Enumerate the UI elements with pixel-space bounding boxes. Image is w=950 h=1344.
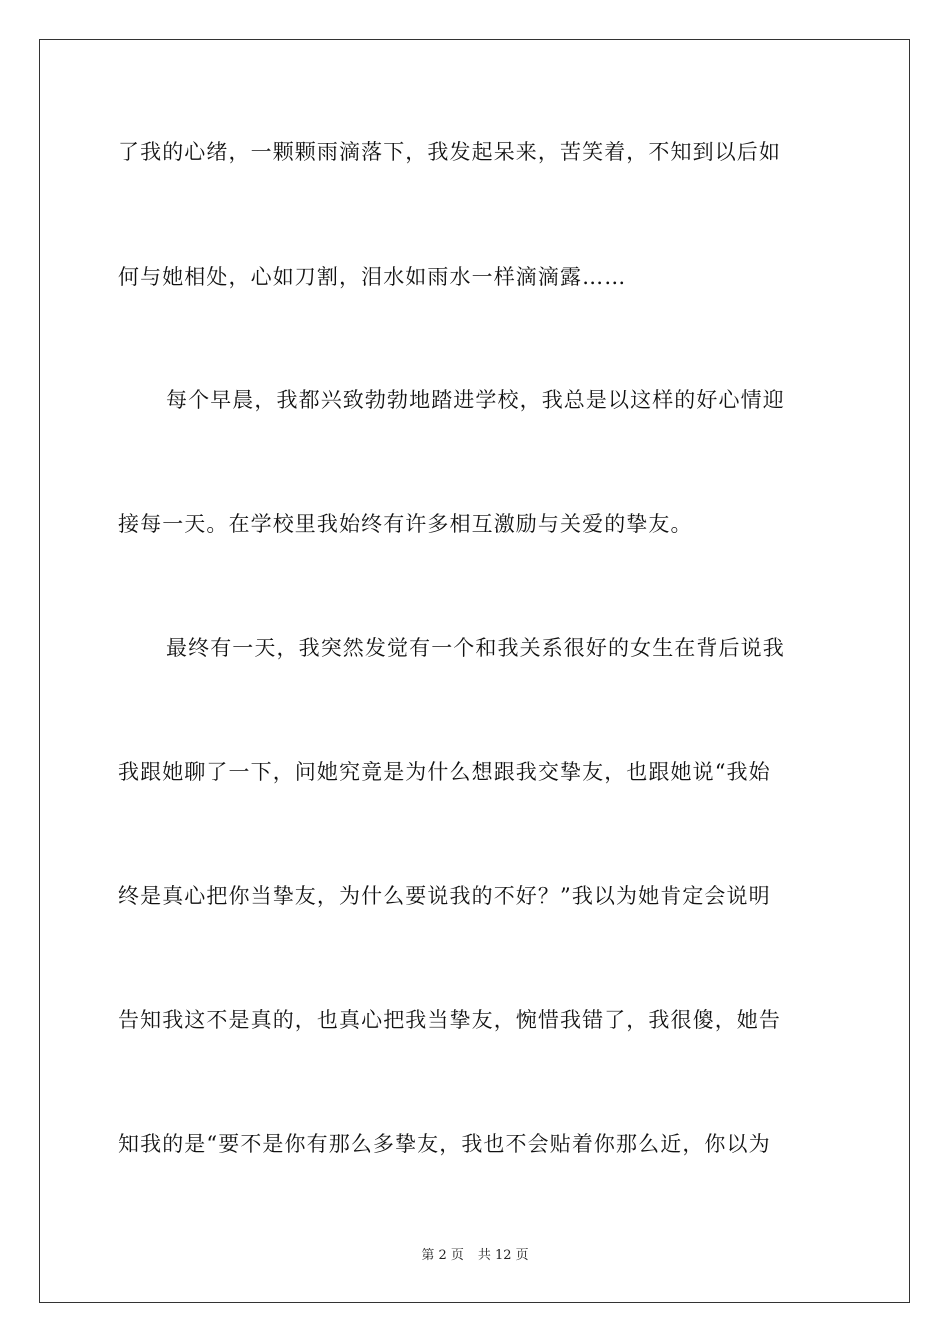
text-line-9: 知我的是“要不是你有那么多挚友，我也不会贴着你那么近，你以为 bbox=[118, 1132, 771, 1156]
page-footer bbox=[0, 1247, 950, 1265]
text-line-2: 何与她相处，心如刀割，泪水如雨水一样滴滴露…… bbox=[118, 265, 627, 289]
text-line-8: 告知我这不是真的，也真心把我当挚友，惋惜我错了，我很傻，她告 bbox=[118, 1008, 781, 1032]
text-line-5: 最终有一天，我突然发觉有一个和我关系很好的女生在背后说我 bbox=[166, 636, 785, 660]
text-line-7: 终是真心把你当挚友，为什么要说我的不好？”我以为她肯定会说明 bbox=[118, 884, 771, 908]
text-line-4: 接每一天。在学校里我始终有许多相互激励与关爱的挚友。 bbox=[118, 512, 693, 536]
page-number: 第 2 页 bbox=[421, 1248, 464, 1263]
page-total: 共 12 页 bbox=[477, 1248, 529, 1263]
text-line-6: 我跟她聊了一下，问她究竟是为什么想跟我交挚友，也跟她说“我始 bbox=[118, 760, 771, 784]
text-line-3: 每个早晨，我都兴致勃勃地踏进学校，我总是以这样的好心情迎 bbox=[166, 388, 785, 412]
page-border bbox=[39, 39, 910, 1303]
text-line-1: 了我的心绪，一颗颗雨滴落下，我发起呆来，苦笑着，不知到以后如 bbox=[118, 140, 781, 164]
